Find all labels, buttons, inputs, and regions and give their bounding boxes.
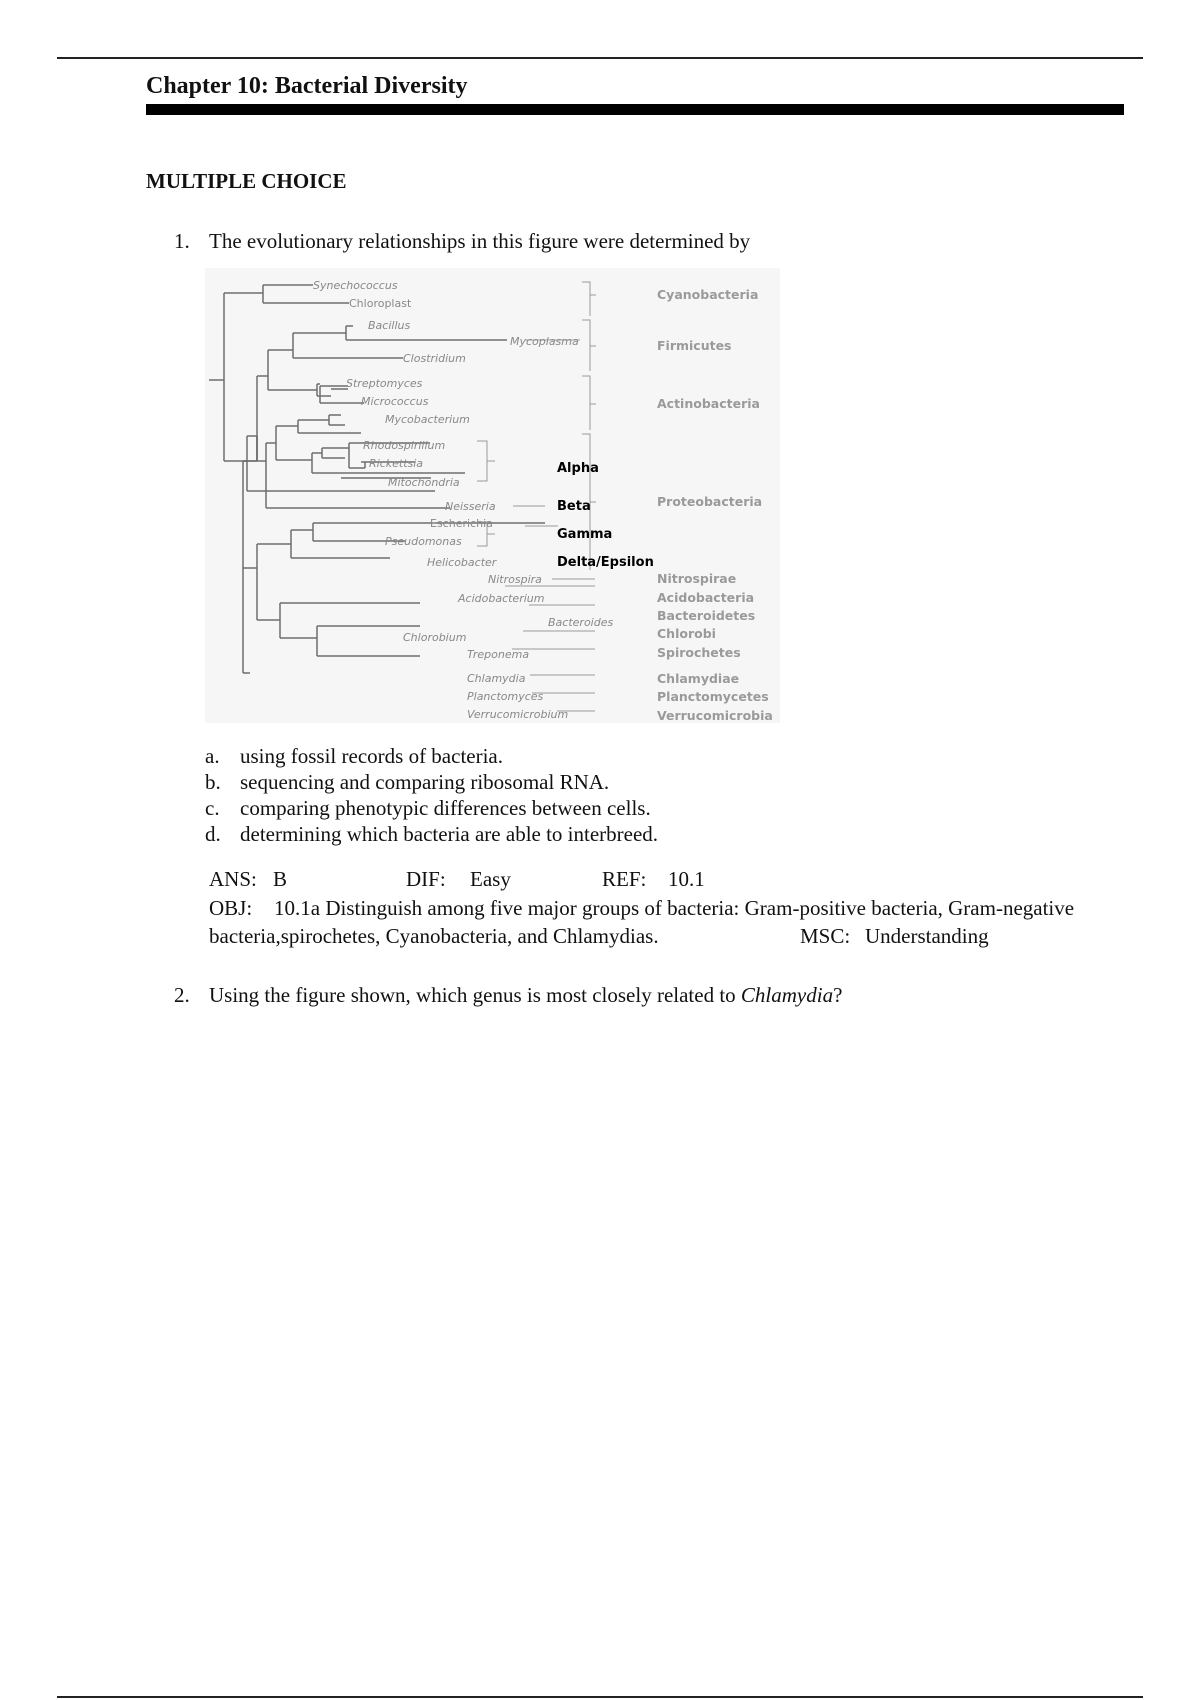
section-heading: MULTIPLE CHOICE bbox=[146, 169, 347, 193]
genus-label: Mycobacterium bbox=[385, 413, 470, 426]
question-2-text-after: ? bbox=[833, 983, 843, 1007]
choice-d bbox=[205, 821, 658, 847]
group-label: Planctomycetes bbox=[657, 689, 769, 704]
answer-value: B bbox=[273, 867, 288, 891]
genus-label: Bacillus bbox=[368, 319, 411, 332]
genus-label: Synechococcus bbox=[313, 279, 398, 292]
choice-c bbox=[205, 795, 658, 821]
genus-label: Chlorobium bbox=[403, 631, 467, 644]
top-rule bbox=[57, 57, 1143, 59]
genus-label: Clostridium bbox=[403, 352, 466, 365]
difficulty-value: Easy bbox=[470, 867, 511, 891]
choice-letter: c. bbox=[205, 796, 220, 820]
genus-label: Escherichia bbox=[430, 517, 493, 530]
subgroup-label: Beta bbox=[557, 499, 591, 514]
objective-label: OBJ: bbox=[209, 896, 253, 920]
genus-label: Rhodospirillum bbox=[363, 439, 446, 452]
genus-label: Nitrospira bbox=[488, 573, 542, 586]
genus-label: Helicobacter bbox=[427, 556, 497, 569]
choice-text: using fossil records of bacteria. bbox=[240, 744, 504, 768]
chapter-title: Chapter 10: Bacterial Diversity bbox=[146, 73, 468, 99]
group-label: Chlamydiae bbox=[657, 671, 740, 686]
genus-label: Mitochondria bbox=[388, 476, 460, 489]
reference-value: 10.1 bbox=[668, 867, 705, 891]
subgroup-label: Alpha bbox=[557, 461, 599, 476]
objective-line-2: bacteria,spirochetes, Cyanobacteria, and Chlamydias. bbox=[209, 924, 659, 948]
question-1-number: 1. bbox=[174, 229, 190, 253]
objective-line-1: 10.1a Distinguish among five major groups of bacteria: Gram-positive bacteria, Gram-negative bbox=[274, 896, 1075, 920]
choice-letter: b. bbox=[205, 770, 221, 794]
group-label: Chlorobi bbox=[657, 626, 716, 641]
answer-label: ANS: bbox=[209, 867, 257, 891]
genus-label: Rickettsia bbox=[369, 457, 424, 470]
group-label: Nitrospirae bbox=[657, 571, 737, 586]
title-underline-bar bbox=[146, 104, 1124, 115]
question-2-genus-italic: Chlamydia bbox=[740, 983, 834, 1007]
choice-text: sequencing and comparing ribosomal RNA. bbox=[240, 770, 610, 794]
genus-label: Neisseria bbox=[445, 500, 496, 513]
bottom-rule bbox=[57, 1696, 1143, 1698]
genus-label: Pseudomonas bbox=[385, 535, 462, 548]
genus-label: Acidobacterium bbox=[458, 592, 545, 605]
genus-label: Bacteroides bbox=[548, 616, 614, 629]
difficulty-label: DIF: bbox=[406, 867, 446, 891]
choice-letter: a. bbox=[205, 744, 220, 768]
genus-label: Planctomyces bbox=[467, 690, 544, 703]
choice-a bbox=[205, 743, 658, 769]
group-label: Bacteroidetes bbox=[657, 608, 756, 623]
reference-label: REF: bbox=[602, 867, 647, 891]
group-label: Acidobacteria bbox=[657, 590, 755, 605]
group-label: Actinobacteria bbox=[657, 396, 760, 411]
genus-label: Mycoplasma bbox=[510, 335, 579, 348]
msc-value: Understanding bbox=[865, 924, 989, 948]
group-label: Cyanobacteria bbox=[657, 287, 759, 302]
group-label: Proteobacteria bbox=[657, 494, 763, 509]
subgroup-label: Gamma bbox=[557, 527, 613, 542]
group-label: Firmicutes bbox=[657, 338, 732, 353]
phylogenetic-tree-figure bbox=[205, 268, 785, 728]
genus-label: Treponema bbox=[467, 648, 530, 661]
group-label: Verrucomicrobia bbox=[657, 708, 773, 723]
genus-label: Verrucomicrobium bbox=[467, 708, 569, 721]
choice-text: comparing phenotypic differences between cells. bbox=[240, 796, 651, 820]
question-2-number: 2. bbox=[174, 983, 190, 1007]
genus-label: Chlamydia bbox=[467, 672, 526, 685]
question-1-text: The evolutionary relationships in this figure were determined by bbox=[209, 229, 751, 253]
genus-label: Streptomyces bbox=[346, 377, 423, 390]
question-2-text-before: Using the figure shown, which genus is most closely related to bbox=[209, 983, 741, 1007]
genus-label: Micrococcus bbox=[361, 395, 429, 408]
question-2-text bbox=[209, 983, 842, 1008]
question-1-choices bbox=[205, 743, 658, 847]
group-label: Spirochetes bbox=[657, 645, 741, 660]
choice-letter: d. bbox=[205, 822, 221, 846]
msc-label: MSC: bbox=[800, 924, 851, 948]
genus-label: Chloroplast bbox=[349, 297, 412, 310]
subgroup-label: Delta/Epsilon bbox=[557, 555, 654, 570]
choice-b bbox=[205, 769, 658, 795]
choice-text: determining which bacteria are able to interbreed. bbox=[240, 822, 659, 846]
